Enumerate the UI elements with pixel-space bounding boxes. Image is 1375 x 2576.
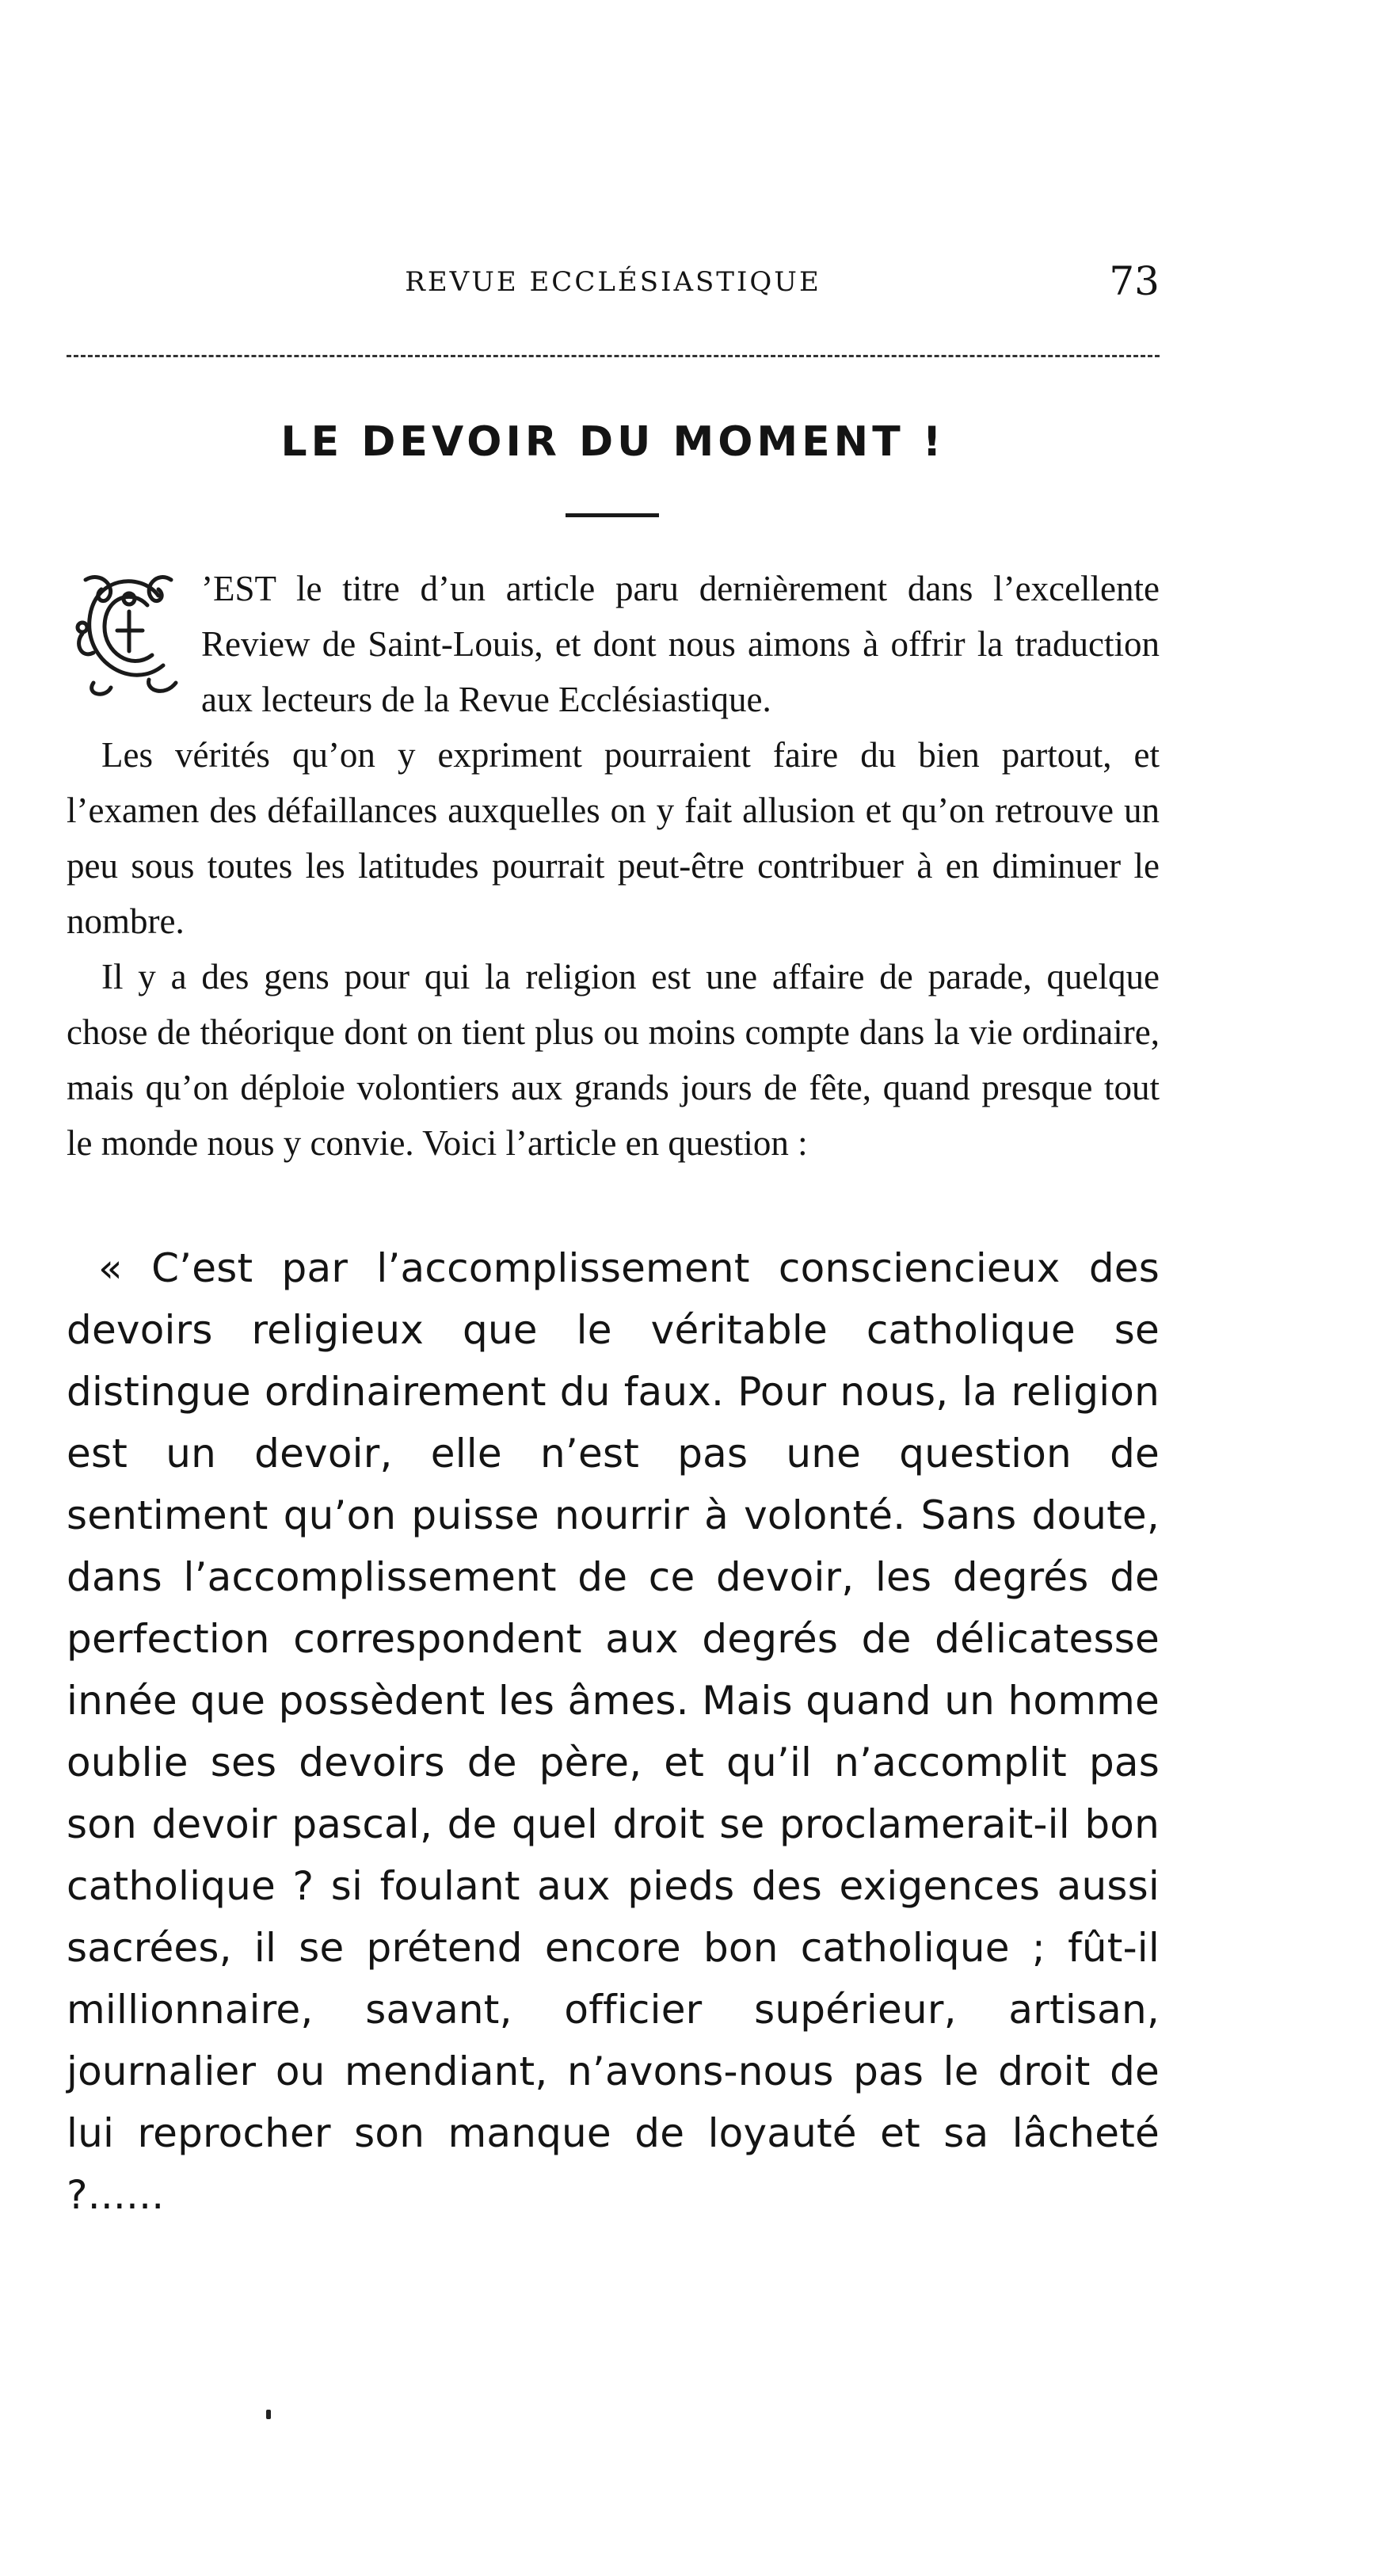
header-rule — [67, 355, 1160, 357]
opening-paragraph-block — [67, 561, 1160, 727]
article-intro — [67, 561, 1160, 1171]
print-speck — [266, 2410, 271, 2419]
quote-paragraph: « C’est par l’accomplissement consciencieux des devoirs religieux que le véritable catholique se distingue ordinairement du faux. Pour nous, la religion est un devoir, elle n’est pas une question de sentiment qu’on puisse nourrir à volonté. Sans doute, dans l’accomplissement de ce devoir, les degrés de perfection correspondent aux degrés de délicatesse innée que possèdent les âmes. Mais quand un homme oublie ses devoirs de père, et qu’il n’accomplit pas son devoir pascal, de quel droit se proclamerait-il bon catholique ? si foulant aux pieds des exigences aussi sacrées, il se prétend encore bon catholique ; fût-il millionnaire, savant, officier supérieur, artisan, journalier ou mendiant, n’avons-nous pas le droit de lui reprocher son manque de loyauté et sa lâcheté ?...... — [67, 1245, 1160, 2218]
title-rule — [566, 513, 659, 517]
running-head — [67, 258, 1160, 306]
intro-paragraph: Les vérités qu’on y expriment pourraient faire du bien partout, et l’examen des défaillances auxquelles on y fait allusion et qu’on retrouve un peu sous toutes les latitudes pourrait peut-être contribuer à en diminuer le nombre. — [67, 735, 1160, 941]
page-number: 73 — [1109, 258, 1160, 304]
quoted-article — [67, 1237, 1160, 2226]
intro-paragraph: Il y a des gens pour qui la religion est une affaire de parade, quelque chose de théorique dont on tient plus ou moins compte dans la vie ordinaire, mais qu’on déploie volontiers aux grands jours de fête, quand presque tout le monde nous y convie. Voici l’article en question : — [67, 957, 1160, 1163]
article-title: LE DEVOIR DU MOMENT ! — [280, 418, 946, 466]
running-title: REVUE ECCLÉSIASTIQUE — [405, 266, 821, 298]
ornamental-dropcap-icon — [70, 564, 189, 699]
opening-paragraph: ’EST le titre d’un article paru dernièrement dans l’excellente Review de Saint-Louis, et dont nous aimons à offrir la traduction aux lecteurs de la Revue Ecclésiastique. — [201, 569, 1160, 719]
